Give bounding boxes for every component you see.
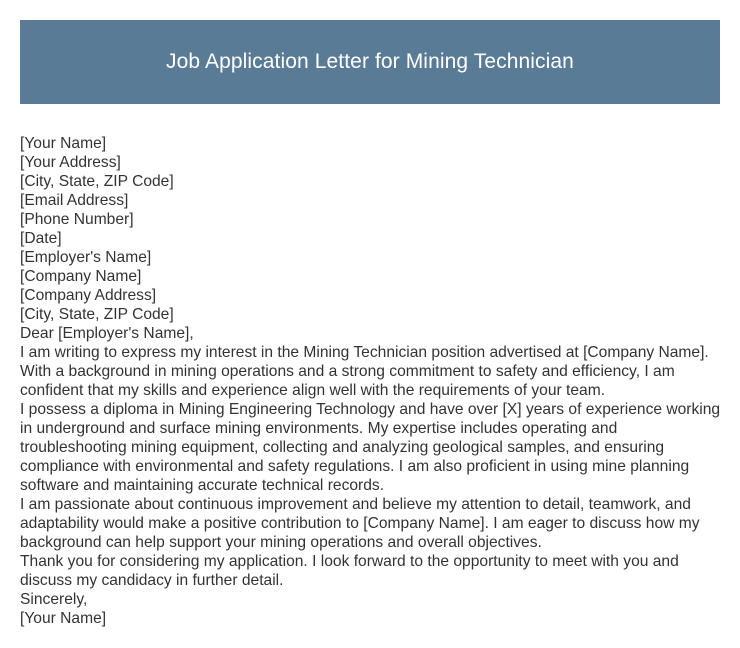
sender-name: [Your Name] (20, 135, 107, 152)
signature-name: [Your Name] (20, 610, 107, 627)
closing: Sincerely, (20, 591, 88, 608)
employer-name: [Employer's Name] (20, 249, 152, 266)
paragraph-motivation: I am passionate about continuous improvement and believe my attention to detail, teamwork, and adaptability would make a positive contribution to [Company Name]. I am eager to discuss how my background can help support your mining operations and overall objectives. (20, 496, 700, 551)
company-name: [Company Name] (20, 268, 142, 285)
sender-address: [Your Address] (20, 154, 121, 171)
paragraph-intro: I am writing to express my interest in the Mining Technician position advertised at [Company Name]. With a background in mining operations and a strong commitment to safety and efficiency, I am confident that my skills and experience align well with the requirements of your team. (20, 344, 709, 399)
company-address: [Company Address] (20, 287, 157, 304)
sender-city-state-zip: [City, State, ZIP Code] (20, 173, 174, 190)
paragraph-experience: I possess a diploma in Mining Engineering Technology and have over [X] years of experience working in underground and surface mining environments. My expertise includes operating and troubleshooting mining equipment, collecting and analyzing geological samples, and ensuring compliance with environmental and safety regulations. I am also proficient in using mine planning software and maintaining accurate technical records. (20, 401, 721, 494)
title-banner (20, 20, 720, 104)
sender-email: [Email Address] (20, 192, 129, 209)
salutation: Dear [Employer's Name], (20, 325, 194, 342)
letter-date: [Date] (20, 230, 62, 247)
company-city-state-zip: [City, State, ZIP Code] (20, 306, 174, 323)
sender-phone: [Phone Number] (20, 211, 134, 228)
paragraph-closing: Thank you for considering my application. I look forward to the opportunity to meet with you and discuss my candidacy in further detail. (20, 553, 679, 589)
letter-body (20, 134, 724, 628)
page-title: Job Application Letter for Mining Technician (166, 50, 574, 73)
